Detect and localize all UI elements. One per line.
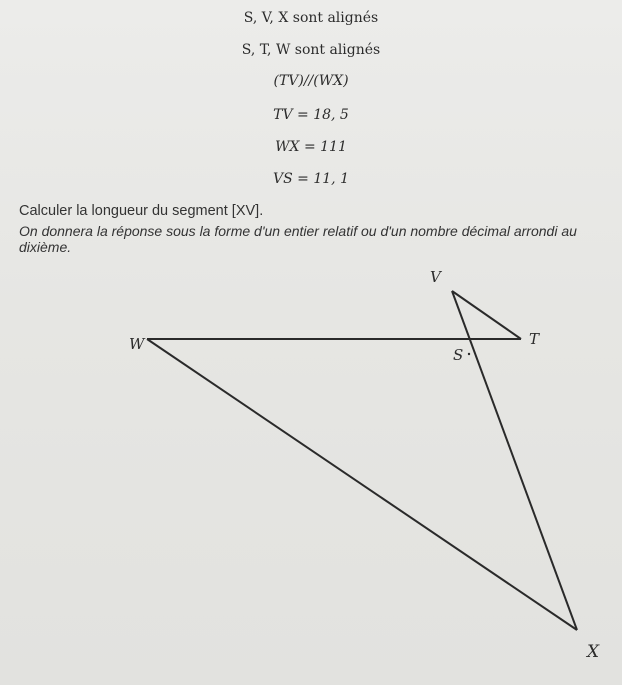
statement-vs-length: VS = 11, 1	[273, 171, 349, 187]
question-text: Calculer la longueur du segment [XV].	[19, 203, 264, 219]
label-s: S	[453, 346, 464, 364]
statement-parallel: (TV)//(WX)	[273, 73, 349, 89]
instruction-text: On donnera la réponse sous la forme d'un entier relatif ou d'un nombre décimal arrondi au dixième.	[19, 223, 577, 255]
point-s-marker	[468, 353, 470, 355]
segment-v-t	[452, 291, 521, 339]
segment-w-x	[147, 339, 577, 630]
label-t: T	[529, 330, 540, 348]
label-x: X	[587, 642, 600, 662]
label-v: V	[430, 268, 441, 286]
geometry-figure	[0, 250, 622, 685]
statement-wx-length: WX = 111	[275, 139, 347, 155]
statement-tv-length: TV = 18, 5	[273, 107, 349, 123]
segment-v-x	[452, 291, 577, 630]
label-w: W	[129, 335, 145, 353]
statement-aligned-svx: S, V, X sont alignés	[243, 10, 379, 26]
statement-aligned-stw: S, T, W sont alignés	[241, 42, 381, 58]
